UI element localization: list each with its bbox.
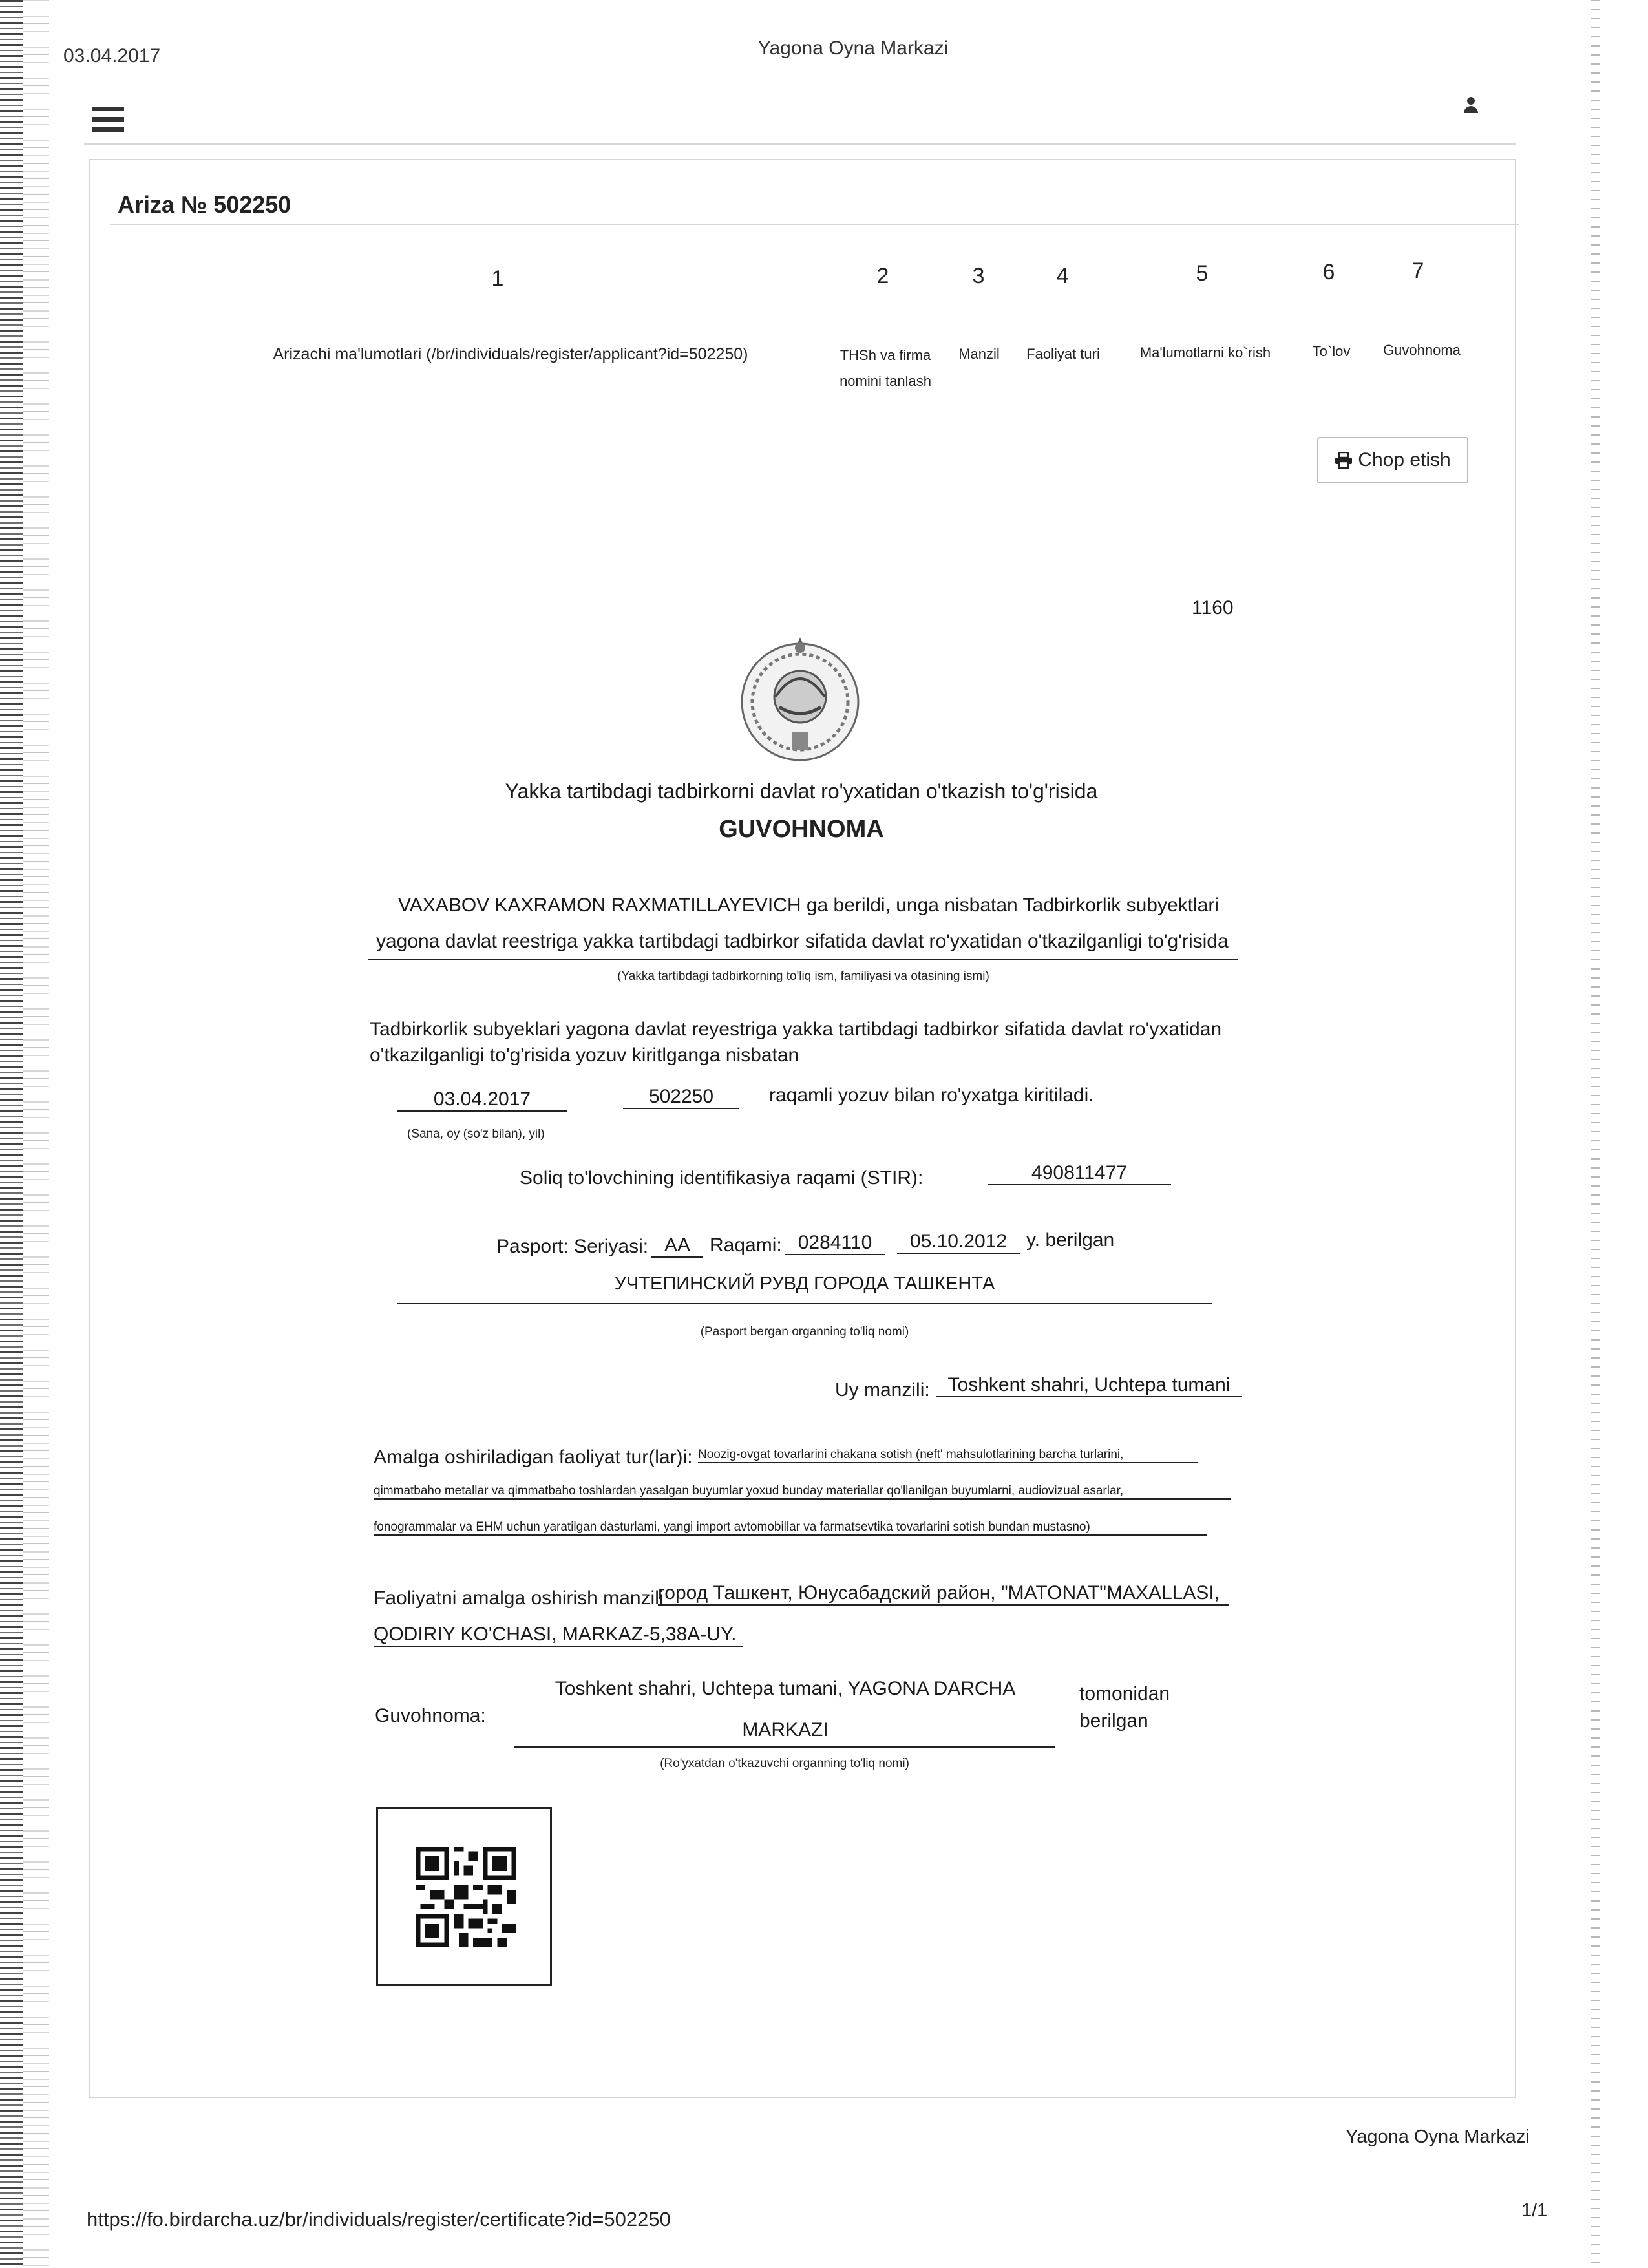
- issuer-label: Guvohnoma:: [375, 1705, 486, 1726]
- title-divider: [110, 224, 1519, 225]
- step-2-label-1[interactable]: THSh va firma: [840, 347, 931, 363]
- stir-label: Soliq to'lovchining identifikasiya raqami (STIR):: [520, 1167, 924, 1189]
- hamburger-menu-icon[interactable]: [92, 107, 124, 132]
- footer-url[interactable]: https://fo.birdarcha.uz/br/individuals/register/certificate?id=502250: [87, 2208, 671, 2231]
- step-1-number[interactable]: 1: [491, 266, 504, 291]
- step-1-link[interactable]: Arizachi ma'lumotlari (/br/individuals/register/applicant?id=502250): [273, 345, 748, 363]
- passport-number-label: Raqami:: [710, 1235, 782, 1256]
- work-address-line-1: город Ташкент, Юнусабадский район, "MATONAT"MAXALLASI,: [658, 1582, 1229, 1606]
- scan-edge-right: [1591, 0, 1600, 2268]
- passport-series: AA: [651, 1235, 703, 1258]
- activity-line-2: qimmatbaho metallar va qimmatbaho toshlardan yasalgan buyumlar yoxud bunday materiallar qo'llanilgan buyumlarni, audiovizual asarlar,: [374, 1484, 1231, 1500]
- registry-line-1: Tadbirkorlik subyeklari yagona davlat reyestriga yakka tartibdagi tadbirkor sifatida davlat ro'yxatidan: [370, 1019, 1222, 1040]
- printer-icon: [1335, 452, 1353, 469]
- registration-suffix: raqamli yozuv bilan ro'yxatga kiritiladi.: [769, 1085, 1094, 1106]
- address-label: Uy manzili:: [835, 1379, 930, 1401]
- certificate-subtitle: Yakka tartibdagi tadbirkorni davlat ro'yxatidan o'tkazish to'g'risida: [505, 779, 1098, 803]
- passport-issuer: УЧТЕПИНСКИЙ РУВД ГОРОДА ТАШКЕНТА: [614, 1273, 995, 1294]
- passport-number: 0284110: [785, 1232, 885, 1255]
- step-5-label[interactable]: Ma'lumotlarni ko`rish: [1139, 344, 1271, 361]
- activity-line-1: Noozig-ovgat tovarlarini chakana sotish (neft' mahsulotlarining barcha turlarini,: [698, 1448, 1198, 1463]
- holder-underline: [368, 959, 1238, 960]
- passport-label: Pasport: Seriyasi:: [496, 1236, 649, 1257]
- passport-suffix: y. berilgan: [1026, 1229, 1115, 1251]
- qr-code-icon: [416, 1847, 516, 1947]
- holder-caption: (Yakka tartibdagi tadbirkorning to'liq ism, familiyasi va otasining ismi): [617, 970, 989, 983]
- work-address-label: Faoliyatni amalga oshirish manzili: [374, 1587, 664, 1609]
- issuer-caption: (Ro'yxatdan o'tkazuvchi organning to'liq nomi): [660, 1757, 909, 1770]
- step-2-label-2[interactable]: nomini tanlash: [840, 373, 931, 389]
- passport-issuer-caption: (Pasport bergan organning to'liq nomi): [700, 1325, 909, 1339]
- scan-edge-shadow: [23, 0, 49, 2268]
- scan-edge: [0, 0, 23, 2268]
- user-icon[interactable]: [1463, 97, 1479, 114]
- nav-divider: [84, 143, 1516, 145]
- step-3-label[interactable]: Manzil: [958, 346, 1000, 362]
- stir-value: 490811477: [988, 1162, 1171, 1185]
- issuer-suffix-2: berilgan: [1079, 1710, 1148, 1732]
- footer-page-number: 1/1: [1521, 2200, 1548, 2221]
- certificate-title: GUVOHNOMA: [719, 816, 884, 843]
- registration-date-caption: (Sana, oy (so'z bilan), yil): [407, 1127, 545, 1141]
- step-7-number[interactable]: 7: [1411, 259, 1424, 283]
- application-card: [89, 159, 1516, 2098]
- passport-date: 05.10.2012: [897, 1231, 1020, 1254]
- application-title: Ariza № 502250: [118, 191, 291, 218]
- issuer-underline: [514, 1746, 1055, 1748]
- step-3-number[interactable]: 3: [972, 264, 985, 288]
- work-address-line-2: QODIRIY KO'CHASI, MARKAZ-5,38A-UY.: [374, 1624, 743, 1647]
- print-title: Yagona Oyna Markazi: [757, 37, 949, 59]
- print-button-label: Chop etish: [1358, 449, 1451, 471]
- issuer-line-2: MARKAZI: [742, 1719, 829, 1741]
- activity-line-3: fonogrammalar va EHM uchun yaratilgan dasturlami, yangi import avtomobillar va farmatsevtika tovarlarini sotish bundan mustasno): [374, 1520, 1207, 1536]
- step-2-number[interactable]: 2: [876, 264, 889, 288]
- state-emblem-icon: [737, 635, 863, 761]
- holder-line-1: VAXABOV KAXRAMON RAXMATILLAYEVICH ga berildi, unga nisbatan Tadbirkorlik subyektlari: [398, 895, 1219, 916]
- registration-date: 03.04.2017: [397, 1088, 567, 1112]
- step-4-label[interactable]: Faoliyat turi: [1026, 346, 1100, 362]
- footer-brand: Yagona Oyna Markazi: [1346, 2126, 1530, 2147]
- issuer-line-1: Toshkent shahri, Uchtepa tumani, YAGONA DARCHA: [555, 1678, 1016, 1699]
- holder-line-2: yagona davlat reestriga yakka tartibdagi tadbirkor sifatida davlat ro'yxatidan o'tkazilganligi to'g'risida: [376, 931, 1229, 952]
- step-6-label[interactable]: To`lov: [1312, 343, 1351, 359]
- issuer-suffix-1: tomonidan: [1079, 1683, 1170, 1704]
- address-value: Toshkent shahri, Uchtepa tumani: [936, 1374, 1242, 1397]
- step-4-number[interactable]: 4: [1056, 264, 1069, 288]
- print-date: 03.04.2017: [63, 45, 161, 67]
- activity-label: Amalga oshiriladigan faoliyat tur(lar)i:: [374, 1447, 693, 1468]
- step-5-number[interactable]: 5: [1196, 261, 1209, 286]
- step-7-label[interactable]: Guvohnoma: [1383, 342, 1461, 358]
- qr-code-frame: [376, 1807, 552, 1986]
- print-button[interactable]: [1317, 437, 1468, 483]
- passport-issuer-underline: [397, 1303, 1212, 1304]
- step-6-number[interactable]: 6: [1322, 260, 1335, 284]
- registration-number: 502250: [623, 1086, 739, 1109]
- registry-line-2: o'tkazilganligi to'g'risida yozuv kiritlganga nisbatan: [370, 1044, 799, 1066]
- certificate-number: 1160: [1192, 597, 1234, 619]
